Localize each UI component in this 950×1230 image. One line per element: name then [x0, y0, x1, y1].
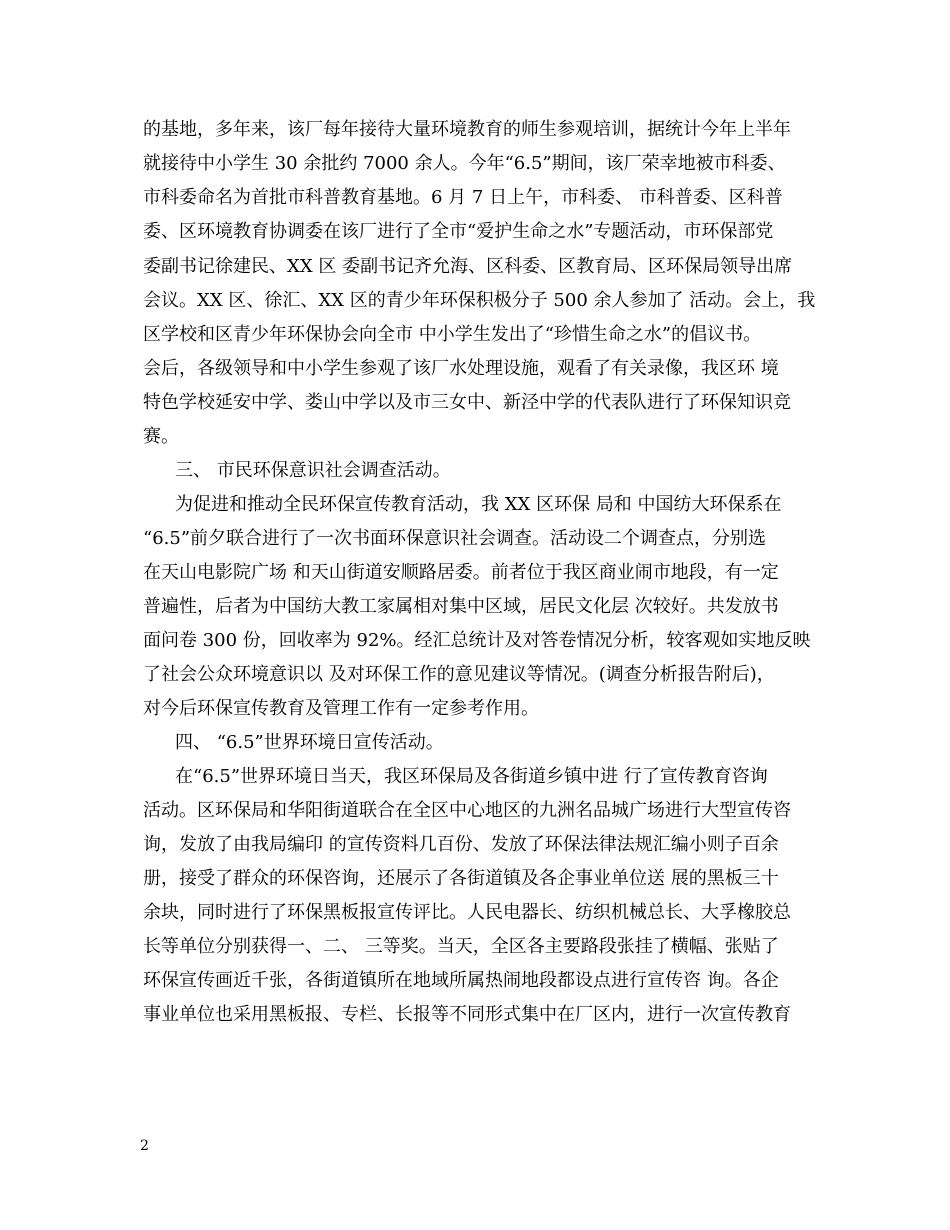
body-text-line: 环保宣传画近千张，各街道镇所在地域所属热闹地段都设点进行宣传咨 询。各企 [143, 970, 779, 991]
section-heading-4: 四、 “6.5”世界环境日宣传活动。 [175, 732, 444, 753]
body-text-line: 区学校和区青少年环保协会向全市 中小学生发出了“珍惜生命之水”的倡议书。 [143, 324, 762, 345]
body-text-line: 册，接受了群众的环保咨询，还展示了各街道镇及各企事业单位送 展的黑板三十 [143, 868, 779, 889]
body-text-line: 市科委命名为首批市科普教育基地。6 月 7 日上午，市科委、 市科普委、区科普 [143, 187, 783, 208]
body-text-line: 面问卷 300 份，回收率为 92%。经汇总统计及对答卷情况分析，较客观如实地反映 [143, 630, 811, 651]
body-text-line: 的基地，多年来，该厂每年接待大量环境教育的师生参观培训，据统计今年上半年 [143, 119, 791, 140]
body-text-line: 委、区环境教育协调委在该厂进行了全市“爱护生命之水”专题活动，市环保部党 [143, 221, 774, 242]
page-number: 2 [140, 1138, 149, 1154]
body-text-line: 会后，各级领导和中小学生参观了该厂水处理设施，观看了有关录像，我区环 境 [143, 358, 779, 379]
body-text-line: 会议。XX 区、徐汇、XX 区的青少年环保积极分子 500 余人参加了 活动。会上，我 [143, 290, 816, 311]
body-text-line: 长等单位分别获得一、二、 三等奖。当天，全区各主要路段张挂了横幅、张贴了 [143, 936, 779, 957]
section-heading-3: 三、 市民环保意识社会调查活动。 [175, 460, 451, 481]
body-text-line: 了社会公众环境意识以 及对环保工作的意见建议等情况。(调查分析报告附后)， [143, 664, 775, 685]
body-text-line: 在“6.5”世界环境日当天，我区环保局及各街道乡镇中进 行了宣传教育咨询 [175, 766, 768, 787]
body-text-line: 赛。 [143, 426, 179, 447]
body-text-line: 特色学校延安中学、娄山中学以及市三女中、新泾中学的代表队进行了环保知识竞 [143, 392, 791, 413]
body-text-line: 活动。区环保局和华阳街道联合在全区中心地区的九洲名品城广场进行大型宣传咨 [143, 800, 791, 821]
body-text-line: 就接待中小学生 30 余批约 7000 余人。今年“6.5”期间，该厂荣幸地被市科委、 [143, 153, 786, 174]
body-text-line: 在天山电影院广场 和天山街道安顺路居委。前者位于我区商业闹市地段，有一定 [143, 562, 779, 583]
body-text-line: 为促进和推动全民环保宣传教育活动，我 XX 区环保 局和 中国纺大环保系在 [175, 494, 782, 515]
body-text-line: 余块，同时进行了环保黑板报宣传评比。人民电器长、纺织机械总长、大孚橡胶总 [143, 902, 791, 923]
body-text-line: 事业单位也采用黑板报、专栏、长报等不同形式集中在厂区内，进行一次宣传教育 [143, 1004, 791, 1025]
body-text-line: 询，发放了由我局编印 的宣传资料几百份、发放了环保法律法规汇编小则子百余 [143, 834, 779, 855]
body-text-line: “6.5”前夕联合进行了一次书面环保意识社会调查。活动设二个调查点，分别选 [143, 528, 767, 549]
body-text-line: 对今后环保宣传教育及管理工作有一定参考作用。 [143, 698, 539, 719]
body-text-line: 普遍性，后者为中国纺大教工家属相对集中区域，居民文化层 次较好。共发放书 [143, 596, 779, 617]
body-text-line: 委副书记徐建民、XX 区 委副书记齐允海、区科委、区教育局、区环保局领导出席 [143, 256, 793, 277]
